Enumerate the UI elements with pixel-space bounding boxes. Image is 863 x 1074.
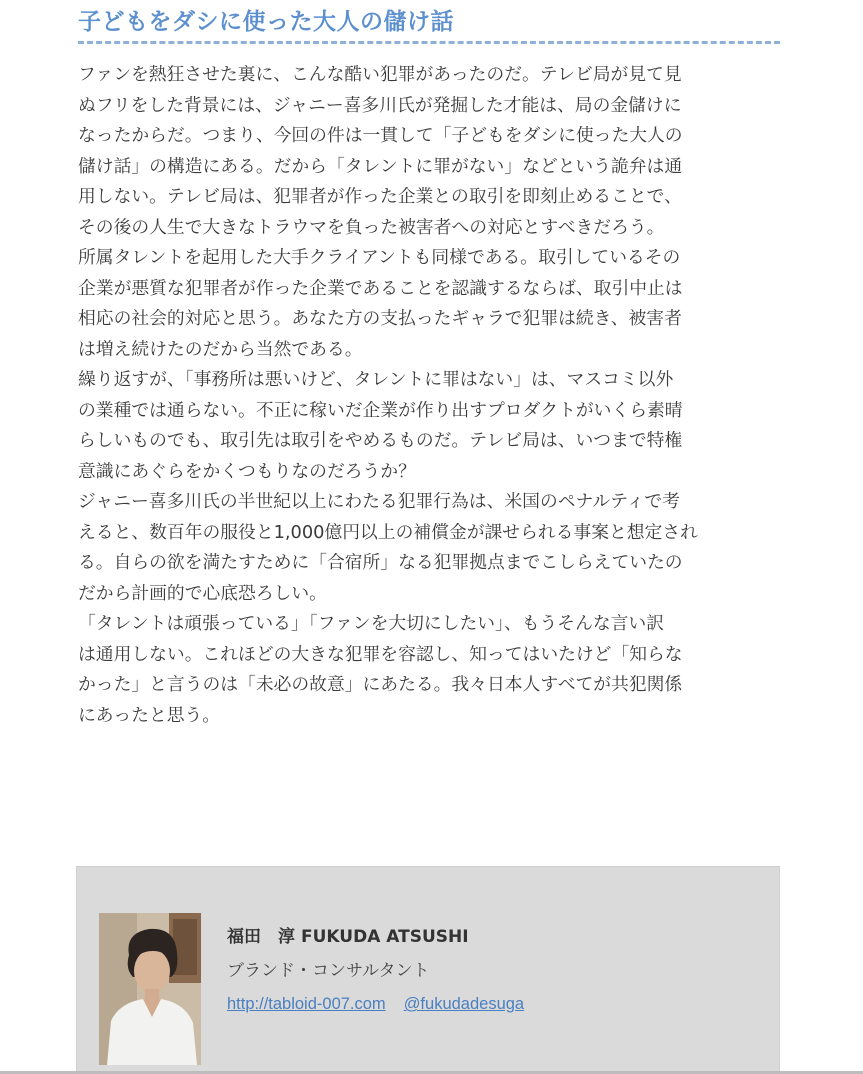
body-line: 用しない。テレビ局は、犯罪者が作った企業との取引を即刻止めることで、 [78, 186, 682, 207]
body-line: らしいものでも、取引先は取引をやめるものだ。テレビ局は、いつまで特権 [78, 430, 683, 451]
body-line: 「タレントは頑張っている」「ファンを大切にしたい」、もうそんな言い訳 [78, 613, 664, 634]
article-section-heading [78, 6, 780, 44]
author-info [227, 925, 524, 1016]
body-line: その後の人生で大きなトラウマを負った被害者への対応とすべきだろう。 [78, 216, 665, 238]
body-line: なったからだ。つまり、今回の件は一貫して「子どもをダシに使った大人の [78, 125, 683, 146]
author-name-jp: 福田 淳 [227, 927, 295, 947]
body-line: ジャニー喜多川氏の半世紀以上にわたる犯罪行為は、米国のペナルティで考 [78, 491, 680, 512]
body-line: 繰り返すが、「事務所は悪いけど、タレントに罪はない」は、マスコミ以外 [78, 369, 674, 390]
author-photo [99, 913, 201, 1065]
body-line: 所属タレントを起用した大手クライアントも同様である。取引しているその [78, 247, 681, 268]
body-line: は増え続けたのだから当然である。 [78, 338, 363, 360]
author-twitter-link[interactable]: @fukudadesuga [403, 995, 525, 1013]
body-line: る。自らの欲を満たすために「合宿所」なる犯罪拠点までこしらえていたの [78, 552, 683, 573]
body-line: かった」と言うのは「未必の故意」にあたる。我々日本人すべてが共犯関係 [78, 674, 683, 695]
author-portrait-image [99, 913, 201, 1065]
body-line: 儲け話」の構造にある。だから「タレントに罪がない」などという詭弁は通 [78, 155, 683, 177]
section-heading-text: 子どもをダシに使った大人の儲け話 [78, 9, 454, 35]
author-website-link[interactable]: http://tabloid-007.com [227, 995, 386, 1013]
body-line: 意識にあぐらをかくつもりなのだろうか？ [78, 460, 416, 482]
author-title: ブランド・コンサルタント [227, 961, 430, 981]
body-line: 相応の社会的対応と思う。あなた方の支払ったギャラで犯罪は続き、被害者 [78, 308, 682, 329]
author-name [227, 925, 524, 949]
body-line: ぬフリをした背景には、ジャニー喜多川氏が発掘した才能は、局の金儲けに [78, 94, 682, 116]
article-body [78, 60, 788, 731]
author-links [227, 992, 524, 1016]
body-line: えると、数百年の服役と1,000億円以上の補償金が課せられる事案と想定され [78, 521, 698, 543]
body-line: は通用しない。これほどの大きな犯罪を容認し、知ってはいたけど「知らな [78, 643, 683, 665]
body-line: にあったと思う。 [78, 704, 221, 726]
body-line: 企業が悪質な犯罪者が作った企業であることを認識するならば、取引中止は [78, 277, 683, 299]
body-line: ファンを熱狂させた裏に、こんな酷い犯罪があったのだ。テレビ局が見て見 [78, 64, 682, 85]
body-line: の業種では通らない。不正に稼いだ企業が作り出すプロダクトがいくら素晴 [78, 399, 683, 421]
body-line: だから計画的で心底恐ろしい。 [78, 582, 327, 604]
author-profile-box [76, 866, 780, 1074]
author-name-en: FUKUDA ATSUSHI [301, 927, 469, 947]
